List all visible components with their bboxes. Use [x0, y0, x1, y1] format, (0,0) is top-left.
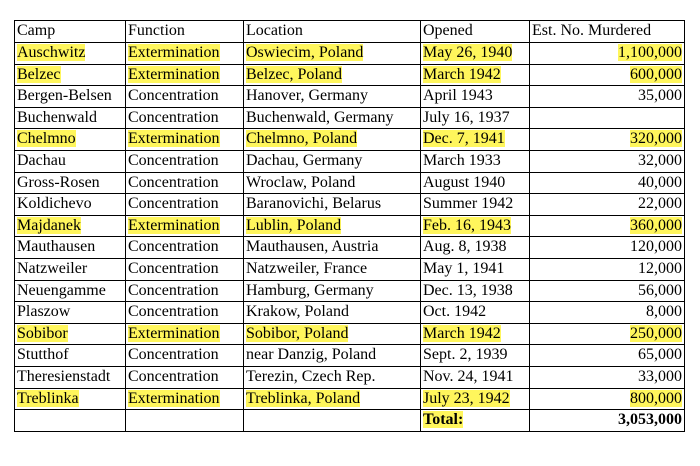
- cell-camp-text: Theresienstadt: [17, 367, 111, 385]
- cell-function: [126, 388, 244, 410]
- cell-opened-text: March 1933: [423, 151, 501, 169]
- cell-location: [244, 172, 421, 194]
- cell-murdered-text: 65,000: [638, 346, 682, 364]
- cell-opened-text: March 1942: [423, 65, 501, 83]
- cell-murdered-text: 32,000: [638, 151, 682, 169]
- cell-location-text: Sobibor, Poland: [246, 324, 349, 342]
- cell-location: [244, 388, 421, 410]
- cell-location-text: Buchenwald, Germany: [246, 108, 394, 126]
- cell-camp: [15, 258, 126, 280]
- cell-murdered: [530, 258, 685, 280]
- cell-murdered: [530, 107, 685, 129]
- cell-camp-text: Sobibor: [17, 324, 68, 342]
- cell-location: [244, 258, 421, 280]
- table-row: [15, 237, 685, 259]
- cell-camp-text: Buchenwald: [17, 108, 97, 126]
- cell-murdered-text: 35,000: [638, 87, 682, 105]
- cell-opened: [421, 323, 530, 345]
- cell-function-text: Concentration: [128, 259, 219, 277]
- cell-function-text: Concentration: [128, 303, 219, 321]
- cell-location: [244, 345, 421, 367]
- cell-function: [126, 258, 244, 280]
- cell-opened: [421, 258, 530, 280]
- cell-opened: [421, 43, 530, 65]
- cell-function-text: Extermination: [128, 130, 220, 148]
- cell-opened: [421, 366, 530, 388]
- cell-function-text: Extermination: [128, 44, 220, 61]
- cell-opened-text: Nov. 24, 1941: [423, 367, 514, 385]
- table-row: [15, 258, 685, 280]
- cell-camp: [15, 215, 126, 237]
- cell-murdered: [530, 302, 685, 324]
- cell-function: [126, 345, 244, 367]
- cell-function-text: Concentration: [128, 195, 219, 213]
- cell-murdered: [530, 86, 685, 108]
- cell-opened-text: Summer 1942: [423, 195, 514, 213]
- table-row: [15, 194, 685, 216]
- cell-location-text: Chelmno, Poland: [246, 130, 358, 148]
- cell-camp: [15, 366, 126, 388]
- cell-opened: [421, 345, 530, 367]
- cell-opened: [421, 86, 530, 108]
- cell-murdered: [530, 388, 685, 410]
- cell-opened: [421, 215, 530, 237]
- cell-murdered-text: 800,000: [630, 389, 682, 407]
- cell-camp-text: Auschwitz: [17, 44, 86, 61]
- cell-murdered-text: 360,000: [630, 216, 682, 234]
- cell-camp-text: Belzec: [17, 65, 61, 83]
- cell-opened-text: Dec. 7, 1941: [423, 130, 505, 148]
- cell-camp-text: Mauthausen: [17, 238, 96, 256]
- total-row: [15, 410, 685, 432]
- cell-location: [244, 107, 421, 129]
- cell-function: [126, 172, 244, 194]
- cell-function-text: Extermination: [128, 389, 220, 407]
- cell-location-text: Krakow, Poland: [246, 303, 349, 321]
- cell-murdered: [530, 64, 685, 86]
- cell-function: [126, 64, 244, 86]
- cell-function: [126, 150, 244, 172]
- cell-opened-text: August 1940: [423, 173, 506, 191]
- cell-function-text: Concentration: [128, 173, 219, 191]
- cell-opened-text: Dec. 13, 1938: [423, 281, 513, 299]
- cell-function-text: Concentration: [128, 281, 219, 299]
- cell-function: [126, 129, 244, 151]
- total-empty-camp: [15, 410, 126, 432]
- cell-murdered-text: 40,000: [638, 173, 682, 191]
- cell-location: [244, 215, 421, 237]
- table-row: [15, 107, 685, 129]
- cell-location-text: Mauthausen, Austria: [246, 238, 379, 256]
- cell-murdered-text: 12,000: [638, 259, 682, 277]
- cell-function: [126, 366, 244, 388]
- cell-function-text: Concentration: [128, 151, 219, 169]
- cell-function: [126, 302, 244, 324]
- total-empty-function: [126, 410, 244, 432]
- table-row: [15, 172, 685, 194]
- cell-opened: [421, 150, 530, 172]
- cell-camp-text: Treblinka: [17, 389, 79, 407]
- cell-location: [244, 150, 421, 172]
- cell-opened: [421, 129, 530, 151]
- camps-table: [14, 20, 685, 432]
- cell-murdered: [530, 194, 685, 216]
- header-row: [15, 21, 685, 43]
- table-row: [15, 43, 685, 65]
- cell-opened: [421, 64, 530, 86]
- cell-murdered: [530, 215, 685, 237]
- cell-camp-text: Neuengamme: [17, 281, 106, 299]
- cell-opened-text: July 16, 1937: [423, 108, 510, 126]
- cell-location: [244, 194, 421, 216]
- cell-function: [126, 280, 244, 302]
- table-row: [15, 280, 685, 302]
- total-label-text: Total:: [423, 411, 464, 429]
- cell-location: [244, 64, 421, 86]
- header-opened: Opened: [421, 21, 530, 43]
- cell-function-text: Concentration: [128, 87, 219, 105]
- cell-camp: [15, 86, 126, 108]
- cell-opened-text: May 26, 1940: [423, 44, 513, 61]
- cell-function-text: Concentration: [128, 367, 219, 385]
- cell-location-text: Dachau, Germany: [246, 151, 363, 169]
- cell-camp: [15, 43, 126, 65]
- cell-murdered: [530, 280, 685, 302]
- cell-function: [126, 107, 244, 129]
- cell-location-text: Treblinka, Poland: [246, 389, 361, 407]
- cell-opened: [421, 194, 530, 216]
- cell-location-text: Terezin, Czech Rep.: [246, 367, 376, 385]
- cell-murdered: [530, 129, 685, 151]
- cell-location-text: Natzweiler, France: [246, 259, 368, 277]
- cell-function: [126, 237, 244, 259]
- cell-murdered: [530, 43, 685, 65]
- table-row: [15, 366, 685, 388]
- cell-opened-text: Aug. 8, 1938: [423, 238, 507, 256]
- cell-location-text: Oswiecim, Poland: [246, 44, 364, 61]
- cell-function: [126, 215, 244, 237]
- cell-location-text: Baranovichi, Belarus: [246, 195, 382, 213]
- cell-function: [126, 194, 244, 216]
- cell-location: [244, 237, 421, 259]
- cell-opened-text: Sept. 2, 1939: [423, 346, 508, 364]
- cell-camp: [15, 129, 126, 151]
- table-row: [15, 215, 685, 237]
- cell-camp: [15, 194, 126, 216]
- cell-camp-text: Majdanek: [17, 216, 81, 234]
- cell-location-text: Lublin, Poland: [246, 216, 342, 234]
- table-row: [15, 302, 685, 324]
- table-row: [15, 150, 685, 172]
- cell-opened: [421, 237, 530, 259]
- cell-opened-text: July 23, 1942: [423, 389, 510, 407]
- cell-camp-text: Stutthof: [17, 346, 69, 364]
- cell-murdered-text: 120,000: [630, 238, 682, 256]
- cell-murdered-text: 320,000: [630, 130, 682, 148]
- cell-murdered-text: 56,000: [638, 281, 682, 299]
- cell-opened-text: April 1943: [423, 87, 493, 105]
- cell-camp: [15, 172, 126, 194]
- cell-murdered-text: 250,000: [630, 324, 682, 342]
- cell-location: [244, 129, 421, 151]
- cell-murdered: [530, 172, 685, 194]
- header-location: Location: [244, 21, 421, 43]
- table-row: [15, 323, 685, 345]
- cell-opened: [421, 388, 530, 410]
- cell-camp-text: Plaszow: [17, 303, 71, 321]
- table-body: [15, 43, 685, 410]
- total-label: [421, 410, 530, 432]
- cell-location-text: near Danzig, Poland: [246, 346, 377, 364]
- cell-location: [244, 43, 421, 65]
- cell-opened-text: May 1, 1941: [423, 259, 505, 277]
- cell-location-text: Hanover, Germany: [246, 87, 368, 105]
- cell-location-text: Wroclaw, Poland: [246, 173, 356, 191]
- cell-murdered: [530, 150, 685, 172]
- cell-location-text: Hamburg, Germany: [246, 281, 374, 299]
- table-row: [15, 64, 685, 86]
- cell-camp: [15, 64, 126, 86]
- header-function: Function: [126, 21, 244, 43]
- cell-opened: [421, 280, 530, 302]
- cell-camp-text: Koldichevo: [17, 195, 92, 213]
- cell-camp: [15, 388, 126, 410]
- cell-murdered: [530, 323, 685, 345]
- cell-camp: [15, 280, 126, 302]
- cell-function-text: Extermination: [128, 65, 220, 83]
- cell-murdered-text: 33,000: [638, 367, 682, 385]
- cell-location: [244, 302, 421, 324]
- cell-function-text: Concentration: [128, 238, 219, 256]
- cell-murdered: [530, 345, 685, 367]
- cell-camp: [15, 345, 126, 367]
- cell-function-text: Extermination: [128, 324, 220, 342]
- cell-location: [244, 280, 421, 302]
- cell-opened: [421, 172, 530, 194]
- cell-opened-text: March 1942: [423, 324, 501, 342]
- cell-location: [244, 86, 421, 108]
- cell-function: [126, 43, 244, 65]
- cell-murdered-text: 22,000: [638, 195, 682, 213]
- cell-function-text: Concentration: [128, 346, 219, 364]
- cell-murdered-text: 1,100,000: [618, 44, 682, 61]
- table-row: [15, 388, 685, 410]
- cell-camp-text: Dachau: [17, 151, 66, 169]
- cell-camp: [15, 302, 126, 324]
- cell-opened-text: Feb. 16, 1943: [423, 216, 511, 234]
- cell-opened: [421, 107, 530, 129]
- cell-camp-text: Natzweiler: [17, 259, 88, 277]
- cell-location: [244, 366, 421, 388]
- cell-location: [244, 323, 421, 345]
- total-value: 3,053,000: [530, 410, 685, 432]
- cell-camp: [15, 150, 126, 172]
- total-empty-location: [244, 410, 421, 432]
- cell-function-text: Concentration: [128, 108, 219, 126]
- header-murdered: Est. No. Murdered: [530, 21, 685, 43]
- cell-murdered-text: 600,000: [630, 65, 682, 83]
- table-row: [15, 129, 685, 151]
- cell-camp-text: Chelmno: [17, 130, 76, 148]
- cell-murdered: [530, 237, 685, 259]
- cell-function: [126, 323, 244, 345]
- cell-camp-text: Bergen-Belsen: [17, 87, 112, 105]
- cell-camp: [15, 237, 126, 259]
- table-row: [15, 345, 685, 367]
- cell-camp: [15, 323, 126, 345]
- table-row: [15, 86, 685, 108]
- cell-function: [126, 86, 244, 108]
- cell-opened-text: Oct. 1942: [423, 303, 487, 321]
- cell-murdered: [530, 366, 685, 388]
- cell-camp: [15, 107, 126, 129]
- cell-murdered-text: 8,000: [646, 303, 682, 321]
- cell-location-text: Belzec, Poland: [246, 65, 342, 83]
- cell-opened: [421, 302, 530, 324]
- header-camp: Camp: [15, 21, 126, 43]
- cell-function-text: Extermination: [128, 216, 220, 234]
- cell-camp-text: Gross-Rosen: [17, 173, 100, 191]
